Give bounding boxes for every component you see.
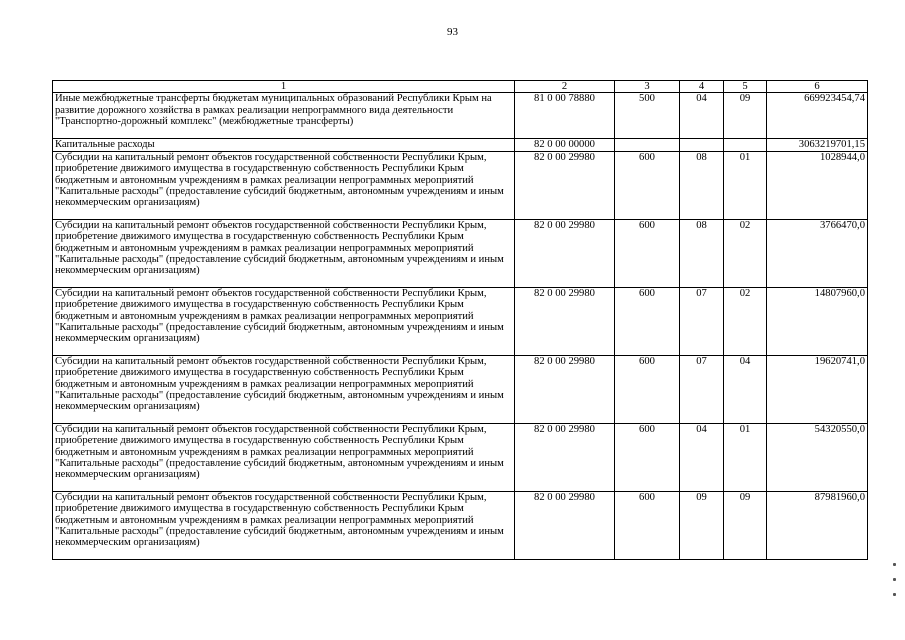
expense-type-cell <box>615 139 680 151</box>
amount-cell: 1028944,0 <box>767 151 868 219</box>
table-row <box>53 139 868 151</box>
column-header: 3 <box>615 81 680 93</box>
table-row <box>53 491 868 559</box>
column-header: 1 <box>53 81 515 93</box>
section-cell: 08 <box>680 219 724 287</box>
expense-name-cell: Субсидии на капитальный ремонт объектов государственной собственности Республики Крым, приобретение движимого имущества в государственную собственность Республики Крым бюджетным и автономным учреждениям в рамках реализации непрограммных мероприятий "Капитальные расходы" (предоставление субсидий бюджетным, автономным учреждениям и иным некоммерческим организациям) <box>53 219 515 287</box>
column-header: 6 <box>767 81 868 93</box>
target-article-code-cell: 82 0 00 29980 <box>515 219 615 287</box>
subsection-cell <box>724 139 767 151</box>
subsection-cell: 04 <box>724 355 767 423</box>
expense-name-cell: Капитальные расходы <box>53 139 515 151</box>
table-row <box>53 355 868 423</box>
subsection-cell: 01 <box>724 423 767 491</box>
subsection-cell: 02 <box>724 219 767 287</box>
expense-name-cell: Субсидии на капитальный ремонт объектов государственной собственности Республики Крым, приобретение движимого имущества в государственную собственность Республики Крым бюджетным и автономным учреждениям в рамках реализации непрограммных мероприятий "Капитальные расходы" (предоставление субсидий бюджетным, автономным учреждениям и иным некоммерческим организациям) <box>53 423 515 491</box>
table-row <box>53 151 868 219</box>
section-cell: 04 <box>680 423 724 491</box>
expense-type-cell: 600 <box>615 355 680 423</box>
section-cell <box>680 139 724 151</box>
section-cell: 09 <box>680 491 724 559</box>
target-article-code-cell: 82 0 00 29980 <box>515 491 615 559</box>
expense-type-cell: 600 <box>615 491 680 559</box>
expense-type-cell: 600 <box>615 287 680 355</box>
table-row <box>53 423 868 491</box>
section-cell: 08 <box>680 151 724 219</box>
target-article-code-cell: 81 0 00 78880 <box>515 93 615 139</box>
target-article-code-cell: 82 0 00 29980 <box>515 355 615 423</box>
section-cell: 07 <box>680 287 724 355</box>
table-row <box>53 93 868 139</box>
target-article-code-cell: 82 0 00 29980 <box>515 151 615 219</box>
column-header: 2 <box>515 81 615 93</box>
expense-type-cell: 600 <box>615 151 680 219</box>
expense-name-cell: Субсидии на капитальный ремонт объектов государственной собственности Республики Крым, приобретение движимого имущества в государственную собственность Республики Крым бюджетным и автономным учреждениям в рамках реализации непрограммных мероприятий "Капитальные расходы" (предоставление субсидий бюджетным, автономным учреждениям и иным некоммерческим организациям) <box>53 151 515 219</box>
target-article-code-cell: 82 0 00 00000 <box>515 139 615 151</box>
table-row <box>53 219 868 287</box>
amount-cell: 3766470,0 <box>767 219 868 287</box>
page-number: 93 <box>447 26 458 38</box>
expense-name-cell: Субсидии на капитальный ремонт объектов государственной собственности Республики Крым, приобретение движимого имущества в государственную собственность Республики Крым бюджетным и автономным учреждениям в рамках реализации непрограммных мероприятий "Капитальные расходы" (предоставление субсидий бюджетным, автономным учреждениям и иным некоммерческим организациям) <box>53 355 515 423</box>
target-article-code-cell: 82 0 00 29980 <box>515 287 615 355</box>
expense-name-cell: Иные межбюджетные трансферты бюджетам муниципальных образований Республики Крым на развитие дорожного хозяйства в рамках реализации непрограммного вида деятельности "Транспортно-дорожный комплекс" (межбюджетные трансферты) <box>53 93 515 139</box>
column-header: 4 <box>680 81 724 93</box>
amount-cell: 3063219701,15 <box>767 139 868 151</box>
amount-cell: 54320550,0 <box>767 423 868 491</box>
budget-table <box>52 80 868 560</box>
target-article-code-cell: 82 0 00 29980 <box>515 423 615 491</box>
table-row <box>53 287 868 355</box>
subsection-cell: 01 <box>724 151 767 219</box>
expense-name-cell: Субсидии на капитальный ремонт объектов государственной собственности Республики Крым, приобретение движимого имущества в государственную собственность Республики Крым бюджетным и автономным учреждениям в рамках реализации непрограммных мероприятий "Капитальные расходы" (предоставление субсидий бюджетным, автономным учреждениям и иным некоммерческим организациям) <box>53 287 515 355</box>
scan-mark <box>893 593 896 596</box>
amount-cell: 19620741,0 <box>767 355 868 423</box>
scan-mark <box>893 578 896 581</box>
scan-mark <box>893 563 896 566</box>
expense-type-cell: 600 <box>615 423 680 491</box>
subsection-cell: 09 <box>724 93 767 139</box>
column-header: 5 <box>724 81 767 93</box>
table-header-row <box>53 81 868 93</box>
subsection-cell: 09 <box>724 491 767 559</box>
amount-cell: 87981960,0 <box>767 491 868 559</box>
expense-name-cell: Субсидии на капитальный ремонт объектов государственной собственности Республики Крым, приобретение движимого имущества в государственную собственность Республики Крым бюджетным и автономным учреждениям в рамках реализации непрограммных мероприятий "Капитальные расходы" (предоставление субсидий бюджетным, автономным учреждениям и иным некоммерческим организациям) <box>53 491 515 559</box>
expense-type-cell: 500 <box>615 93 680 139</box>
subsection-cell: 02 <box>724 287 767 355</box>
expense-type-cell: 600 <box>615 219 680 287</box>
amount-cell: 669923454,74 <box>767 93 868 139</box>
section-cell: 07 <box>680 355 724 423</box>
section-cell: 04 <box>680 93 724 139</box>
amount-cell: 14807960,0 <box>767 287 868 355</box>
